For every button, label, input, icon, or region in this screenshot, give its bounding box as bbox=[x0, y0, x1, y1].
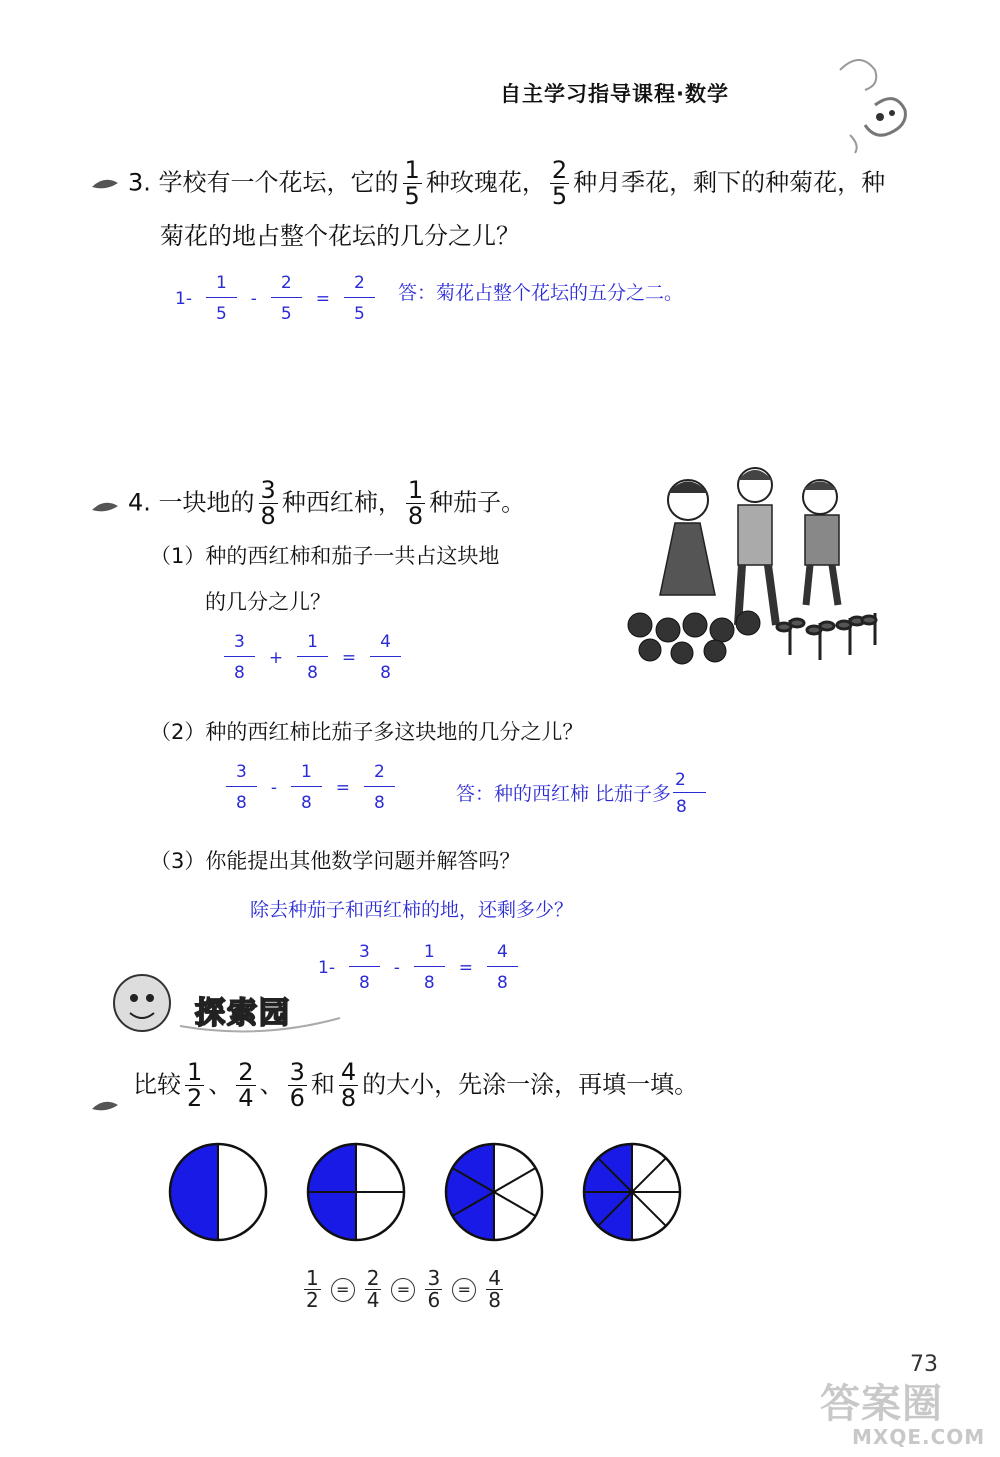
leaf-bullet-icon bbox=[90, 1097, 120, 1113]
question-4-line-1: 4. 一块地的 $\frac{3}{8}$ 种西红柿， $\frac{1}{8}$ 种茄子。 bbox=[128, 476, 526, 531]
watermark-url-text: MXQE.COM bbox=[852, 1425, 986, 1449]
fraction-circle-3 bbox=[446, 1144, 542, 1240]
equal-sign-2: = bbox=[391, 1278, 415, 1302]
corner-decoration-icon bbox=[820, 45, 920, 155]
watermark-logo-text: 答案圈 bbox=[820, 1381, 943, 1427]
divider-line bbox=[494, 1168, 536, 1192]
leaf-bullet-icon bbox=[90, 498, 120, 514]
leaf-bullet-icon bbox=[90, 175, 120, 191]
shaded-sector bbox=[170, 1144, 218, 1240]
fraction-circle-1 bbox=[170, 1144, 266, 1240]
page-number: 73 bbox=[910, 1352, 938, 1377]
fraction-circle-4 bbox=[584, 1144, 680, 1240]
q4-part-1-line-2: 的几分之儿？ bbox=[205, 590, 331, 614]
divider-line bbox=[632, 1192, 666, 1226]
q4-part-2-answer: $\frac{3}{8}$ - $\frac{1}{8}$ = $\frac{2}{8}$ bbox=[212, 764, 409, 813]
fraction-circles-diagram bbox=[160, 1140, 700, 1255]
explore-section-title: 探索园 bbox=[195, 996, 291, 1031]
q3-answer-text: 答：菊花占整个花坛的五分之二。 bbox=[398, 282, 684, 304]
q4-part-3-question: 除去种茄子和西红柿的地，还剩多少？ bbox=[250, 899, 574, 921]
q4-part-3-answer: 1- $\frac{3}{8}$ - $\frac{1}{8}$ = $\frac{4}{8}$ bbox=[318, 944, 532, 993]
equal-sign-1: = bbox=[331, 1278, 355, 1302]
children-garden-illustration bbox=[620, 455, 890, 680]
comparison-result: $\frac{1}{2}$ = $\frac{2}{4}$ = $\frac{3}{6}$ = $\frac{4}{8}$ bbox=[306, 1266, 501, 1312]
divider-line bbox=[494, 1192, 536, 1216]
page-header-title: 自主学习指导课程·数学 bbox=[500, 82, 729, 106]
divider-line bbox=[632, 1158, 666, 1192]
q4-part-1-answer: $\frac{3}{8}$ + $\frac{1}{8}$ = $\frac{4}{8}$ bbox=[210, 634, 415, 683]
question-3-line-1: 3. 学校有一个花坛，它的 $\frac{1}{5}$ 种玫瑰花， $\frac{2}{5}$ 种月季花，剩下的种菊花，种 bbox=[128, 156, 886, 211]
equal-sign-3: = bbox=[452, 1278, 476, 1302]
q4-part-2-line: （2）种的西红柿比茄子多这块地的几分之儿？ bbox=[150, 720, 584, 744]
fraction-circle-2 bbox=[308, 1144, 404, 1240]
q4-part-2-answer-text: 答：种的西红柿 比茄子多 $\frac{2}{8}$ bbox=[456, 772, 708, 817]
q3-answer-equation: 1- $\frac{1}{5}$ - $\frac{2}{5}$ = $\frac{2}{5}$ bbox=[175, 275, 389, 324]
explore-question-line: 比较 $\frac{1}{2}$ 、 $\frac{2}{4}$ 、 $\frac{3}{6}$ 和 $\frac{4}{8}$ 的大小，先涂一涂，再填一填。 bbox=[133, 1058, 699, 1113]
question-3-line-2: 菊花的地占整个花坛的几分之儿？ bbox=[160, 222, 520, 250]
q4-part-3-line: （3）你能提出其他数学问题并解答吗？ bbox=[150, 849, 521, 873]
q4-part-1-line-1: （1）种的西红柿和茄子一共占这块地 bbox=[150, 544, 500, 568]
